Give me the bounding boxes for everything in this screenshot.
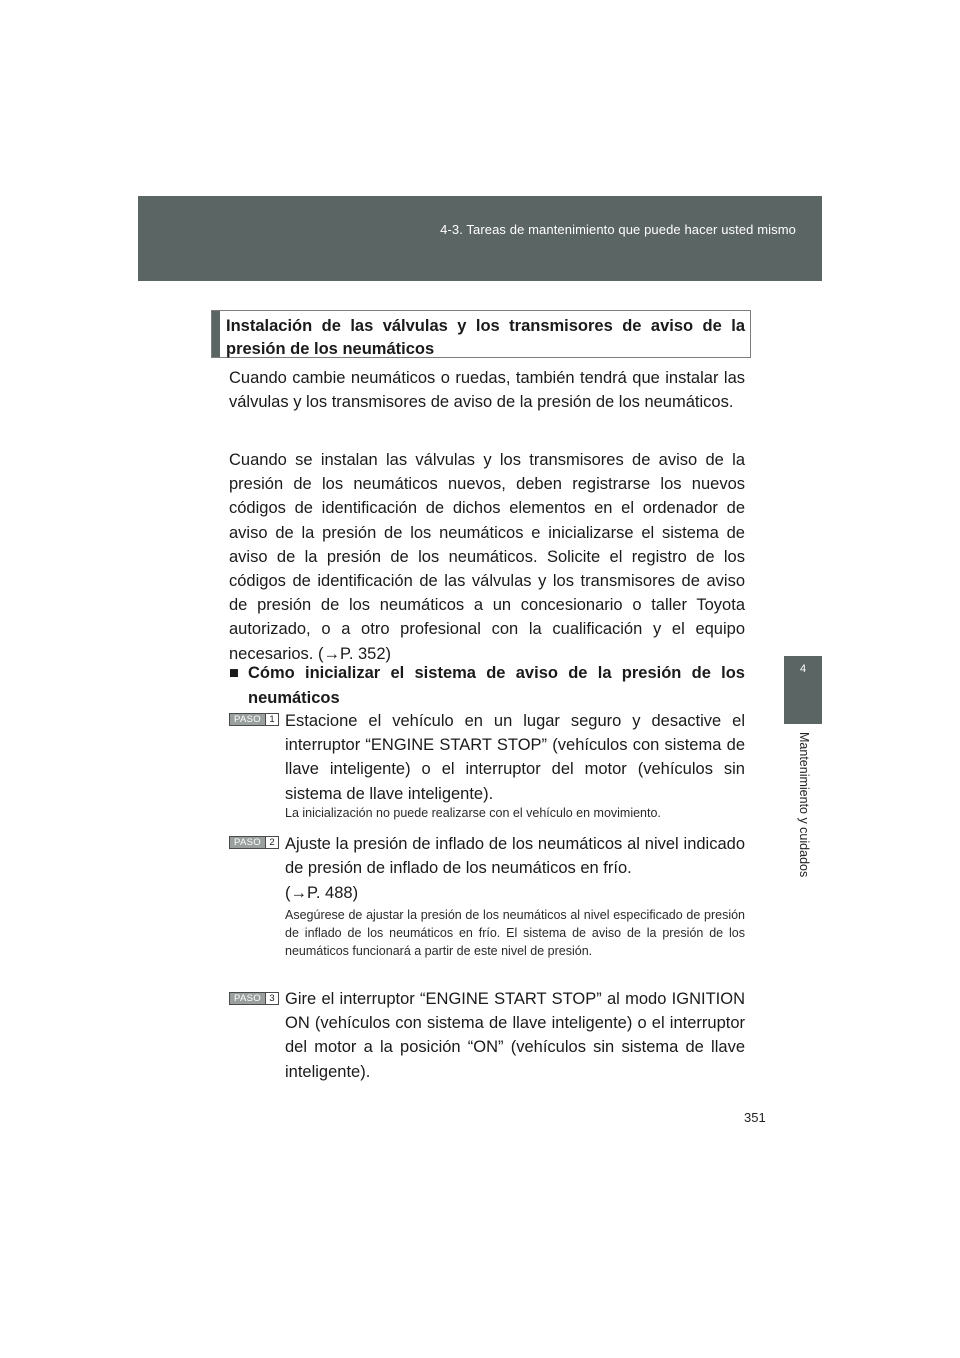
section-heading-bar — [212, 311, 220, 357]
step-badge-3: PASO 3 — [229, 992, 279, 1005]
chapter-number: 4 — [799, 663, 807, 675]
header-band — [138, 196, 822, 281]
step-2-text: Ajuste la presión de inflado de los neumáticos al nivel indicado de presión de inflado de los neumáticos en frío. — [285, 835, 745, 878]
section-title: Instalación de las válvulas y los transmisores de aviso de la presión de los neumáticos — [226, 317, 745, 358]
chapter-title: Mantenimiento y cuidados — [797, 732, 811, 878]
section-heading-box — [211, 310, 751, 358]
square-bullet-icon: ■ — [229, 664, 239, 682]
chapter-tab — [784, 656, 822, 724]
intro-paragraph: Cuando cambie neumáticos o ruedas, también tendrá que instalar las válvulas y los transmisores de aviso de la presión de los neumáticos. — [229, 369, 745, 412]
breadcrumb: 4-3. Tareas de mantenimiento que puede hacer usted mismo — [440, 222, 796, 237]
registration-paragraph: Cuando se instalan las válvulas y los transmisores de aviso de la presión de los neumáticos nuevos, deben registrarse los nuevos códigos de identificación de dichos elementos en el ordenador de aviso de la presión de los neumáticos e inicializarse el sistema de aviso de la presión de los neumáticos. Solicite el registro de los códigos de identificación de las válvulas y los transmisores de aviso de presión de los neumáticos a un concesionario o taller Toyota autorizado, o a otro profesional con la cualificación y el equipo necesarios. (→P. 352) — [229, 451, 745, 663]
step-badge-1: PASO 1 — [229, 713, 279, 726]
step-2-reference: (→P. 488) — [285, 884, 359, 902]
step-1-note: La inicialización no puede realizarse con el vehículo en movimiento. — [285, 806, 661, 820]
step-1-text: Estacione el vehículo en un lugar seguro y desactive el interruptor “ENGINE START STOP” (vehículos con sistema de llave inteligente) o el interruptor del motor (vehículos sin sistema de llave inteligente). — [285, 712, 745, 803]
step-2-note: Asegúrese de ajustar la presión de los neumáticos al nivel especificado de presión de inflado de los neumáticos en frío. El sistema de aviso de la presión de los neumáticos funcionará a partir de este nivel de presión. — [285, 908, 745, 958]
subsection-title: Cómo inicializar el sistema de aviso de la presión de los neumáticos — [248, 664, 745, 707]
step-badge-2: PASO 2 — [229, 836, 279, 849]
subsection-heading — [229, 661, 745, 710]
step-3-text: Gire el interruptor “ENGINE START STOP” al modo IGNITION ON (vehículos con sistema de llave inteligente) o el interruptor del motor a la posición “ON” (vehículos sin sistema de llave inteligente). — [285, 990, 745, 1081]
page-number: 351 — [744, 1110, 766, 1125]
